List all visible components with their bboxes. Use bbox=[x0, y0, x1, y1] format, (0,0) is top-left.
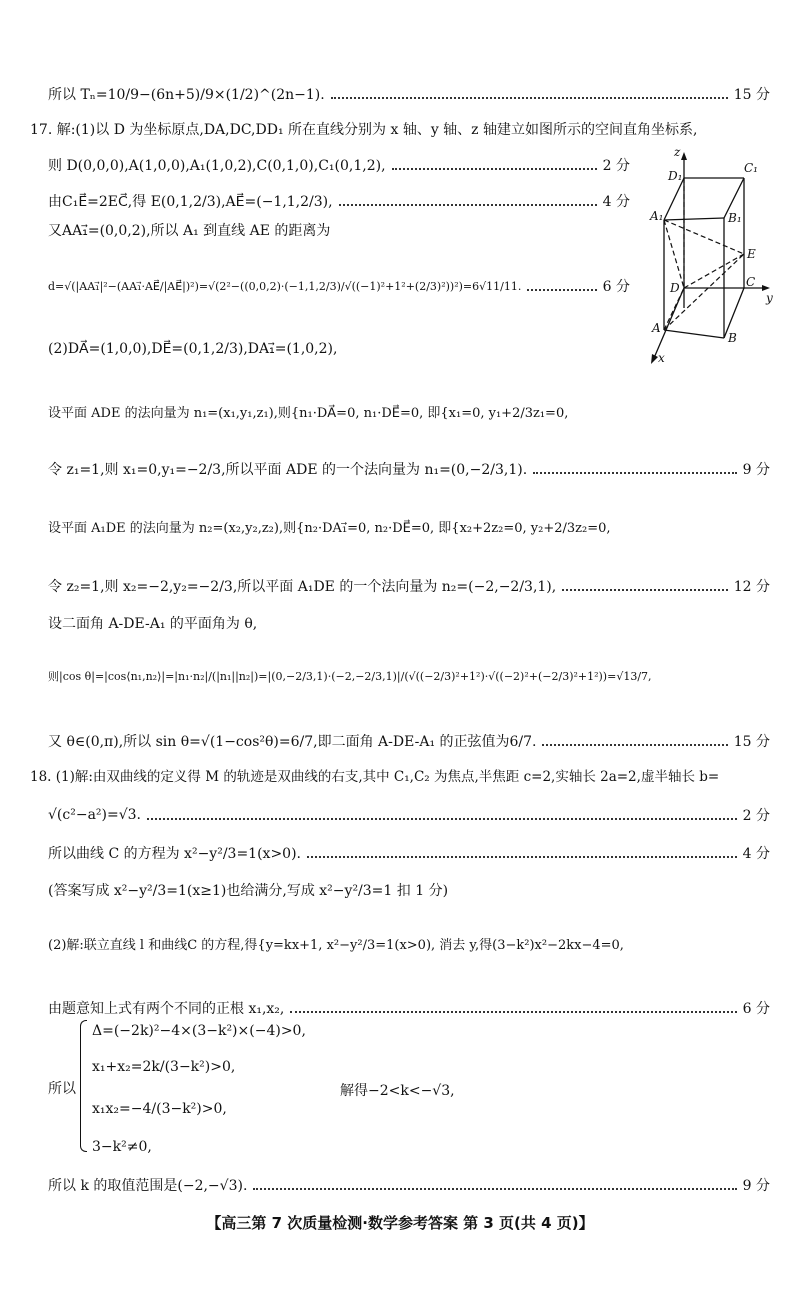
q18-sys-label: 所以 bbox=[48, 1081, 76, 1097]
label-y: y bbox=[766, 291, 773, 305]
q17-coords: 则 D(0,0,0),A(1,0,0),A₁(1,0,2),C(0,1,0),C₁(0,1,2), bbox=[48, 158, 386, 174]
score-label: 6 分 bbox=[602, 279, 630, 295]
answer-text: 所以 Tₙ=10/9−(6n+5)/9×(1/2)^(2n−1). bbox=[48, 87, 325, 103]
q17-part2: (2)DA⃗=(1,0,0),DE⃗=(0,1,2/3),DA₁⃗=(1,0,2), bbox=[48, 341, 338, 357]
leader-dots bbox=[290, 1011, 736, 1013]
label-a: A bbox=[652, 321, 661, 335]
q17-n2-set: 设平面 A₁DE 的法向量为 n₂=(x₂,y₂,z₂),则{n₂·DA₁⃗=0, n₂·DE⃗=0, 即{x₂+2z₂=0, y₂+2/3z₂=0, bbox=[48, 521, 611, 536]
leader-dots bbox=[533, 472, 736, 474]
q18-sys-1: Δ=(−2k)²−4×(3−k²)×(−4)>0, bbox=[92, 1023, 306, 1039]
leader-dots bbox=[339, 204, 597, 206]
label-d1: D₁ bbox=[668, 169, 683, 183]
score-label: 2 分 bbox=[742, 808, 770, 824]
q18-sys-4: 3−k²≠0, bbox=[92, 1139, 152, 1155]
leader-dots bbox=[562, 589, 728, 591]
z-arrow bbox=[681, 152, 687, 160]
label-z: z bbox=[674, 145, 681, 159]
leader-dots bbox=[147, 818, 737, 820]
q18-p1b: √(c²−a²)=√3. bbox=[48, 807, 141, 823]
score-label: 9 分 bbox=[742, 462, 770, 478]
leader-dots bbox=[527, 289, 596, 291]
score-label: 9 分 bbox=[742, 1178, 770, 1194]
q17-theta: 设二面角 A-DE-A₁ 的平面角为 θ, bbox=[48, 616, 258, 632]
leader-dots bbox=[392, 168, 597, 170]
q17-sin: 又 θ∈(0,π),所以 sin θ=√(1−cos²θ)=6/7,即二面角 A-DE-A₁ 的正弦值为6/7. bbox=[48, 734, 537, 750]
q18-p1b-row bbox=[48, 805, 770, 825]
q18-eq: 所以曲线 C 的方程为 x²−y²/3=1(x>0). bbox=[48, 846, 301, 862]
leader-dots bbox=[542, 744, 727, 746]
q17-cos: 则|cos θ|=|cos⟨n₁,n₂⟩|=|n₁·n₂|/(|n₁||n₂|)=|(0,−2/3,1)·(−2,−2/3,1)|/(√((−2/3)²+1²)·√((−2)²+(−2/3)²+1²))=√13/7, bbox=[48, 670, 652, 683]
leader-dots bbox=[253, 1188, 736, 1190]
score-label: 2 分 bbox=[602, 158, 630, 174]
q17-n1-let: 令 z₁=1,则 x₁=0,y₁=−2/3,所以平面 ADE 的一个法向量为 n₁=(0,−2/3,1). bbox=[48, 462, 528, 478]
q18-p1a: 18. (1)解:由双曲线的定义得 M 的轨迹是双曲线的右支,其中 C₁,C₂ 为焦点,半焦距 c=2,实轴长 2a=2,虚半轴长 b= bbox=[30, 769, 720, 785]
answer-line-tn bbox=[48, 84, 770, 104]
q18-range: 所以 k 的取值范围是(−2,−√3). bbox=[48, 1178, 248, 1194]
q17-dist-row bbox=[48, 276, 630, 296]
q18-eq-row bbox=[48, 843, 770, 863]
score-label: 4 分 bbox=[742, 846, 770, 862]
q18-solve: 解得−2<k<−√3, bbox=[340, 1083, 455, 1099]
q17-n2-let: 令 z₂=1,则 x₂=−2,y₂=−2/3,所以平面 A₁DE 的一个法向量为 n₂=(−2,−2/3,1), bbox=[48, 579, 557, 595]
q17-dist: d=√(|AA₁⃗|²−(AA₁⃗·AE⃗/|AE⃗|)²)=√(2²−((0,0,2)·(−1,1,2/3)/√((−1)²+1²+(2/3)²))²)=6√11/11. bbox=[48, 279, 522, 293]
q17-aa1: 又AA₁⃗=(0,0,2),所以 A₁ 到直线 AE 的距离为 bbox=[48, 223, 331, 239]
q17-e-line: 由C₁E⃗=2EC⃗,得 E(0,1,2/3),AE⃗=(−1,1,2/3), bbox=[48, 194, 333, 210]
label-b: B bbox=[728, 331, 737, 345]
q18-range-row bbox=[48, 1175, 770, 1195]
q17-n1-set: 设平面 ADE 的法向量为 n₁=(x₁,y₁,z₁),则{n₁·DA⃗=0, n₁·DE⃗=0, 即{x₁=0, y₁+2/3z₁=0, bbox=[48, 406, 569, 421]
x-arrow bbox=[651, 354, 658, 364]
q18-sys-3: x₁x₂=−4/(3−k²)>0, bbox=[92, 1101, 227, 1117]
score-label: 15 分 bbox=[733, 734, 770, 750]
q17-sin-row bbox=[48, 731, 770, 751]
q18-roots-row bbox=[48, 998, 770, 1018]
q18-sys-2: x₁+x₂=2k/(3−k²)>0, bbox=[92, 1059, 236, 1075]
q17-intro: 17. 解:(1)以 D 为坐标原点,DA,DC,DD₁ 所在直线分别为 x 轴、y 轴、z 轴建立如图所示的空间直角坐标系, bbox=[30, 122, 698, 138]
q18-p2: (2)解:联立直线 l 和曲线C 的方程,得{y=kx+1, x²−y²/3=1(x>0), 消去 y,得(3−k²)x²−2kx−4=0, bbox=[48, 938, 624, 953]
score-label: 4 分 bbox=[602, 194, 630, 210]
score-label: 12 分 bbox=[733, 579, 770, 595]
cube-figure bbox=[632, 140, 782, 370]
segment-a1e bbox=[664, 220, 744, 254]
leader-dots bbox=[331, 97, 728, 99]
q17-coords-row bbox=[48, 155, 630, 175]
page-footer: 【高三第 7 次质量检测·数学参考答案 第 3 页(共 4 页)】 bbox=[206, 1214, 594, 1232]
q18-roots: 由题意知上式有两个不同的正根 x₁,x₂, bbox=[48, 1001, 285, 1017]
system-brace bbox=[80, 1020, 87, 1152]
score-label: 6 分 bbox=[742, 1001, 770, 1017]
q18-note: (答案写成 x²−y²/3=1(x≥1)也给满分,写成 x²−y²/3=1 扣 1 分) bbox=[48, 883, 449, 899]
q17-e-row bbox=[48, 191, 630, 211]
label-d: D bbox=[670, 281, 680, 295]
label-x: x bbox=[658, 351, 665, 365]
label-b1: B₁ bbox=[728, 211, 742, 225]
score-label: 15 分 bbox=[733, 87, 770, 103]
q17-n1-let-row bbox=[48, 459, 770, 479]
label-e: E bbox=[747, 247, 756, 261]
label-a1: A₁ bbox=[650, 209, 664, 223]
label-c: C bbox=[746, 275, 756, 289]
q17-n2-let-row bbox=[48, 576, 770, 596]
leader-dots bbox=[307, 856, 737, 858]
label-c1: C₁ bbox=[744, 161, 758, 175]
